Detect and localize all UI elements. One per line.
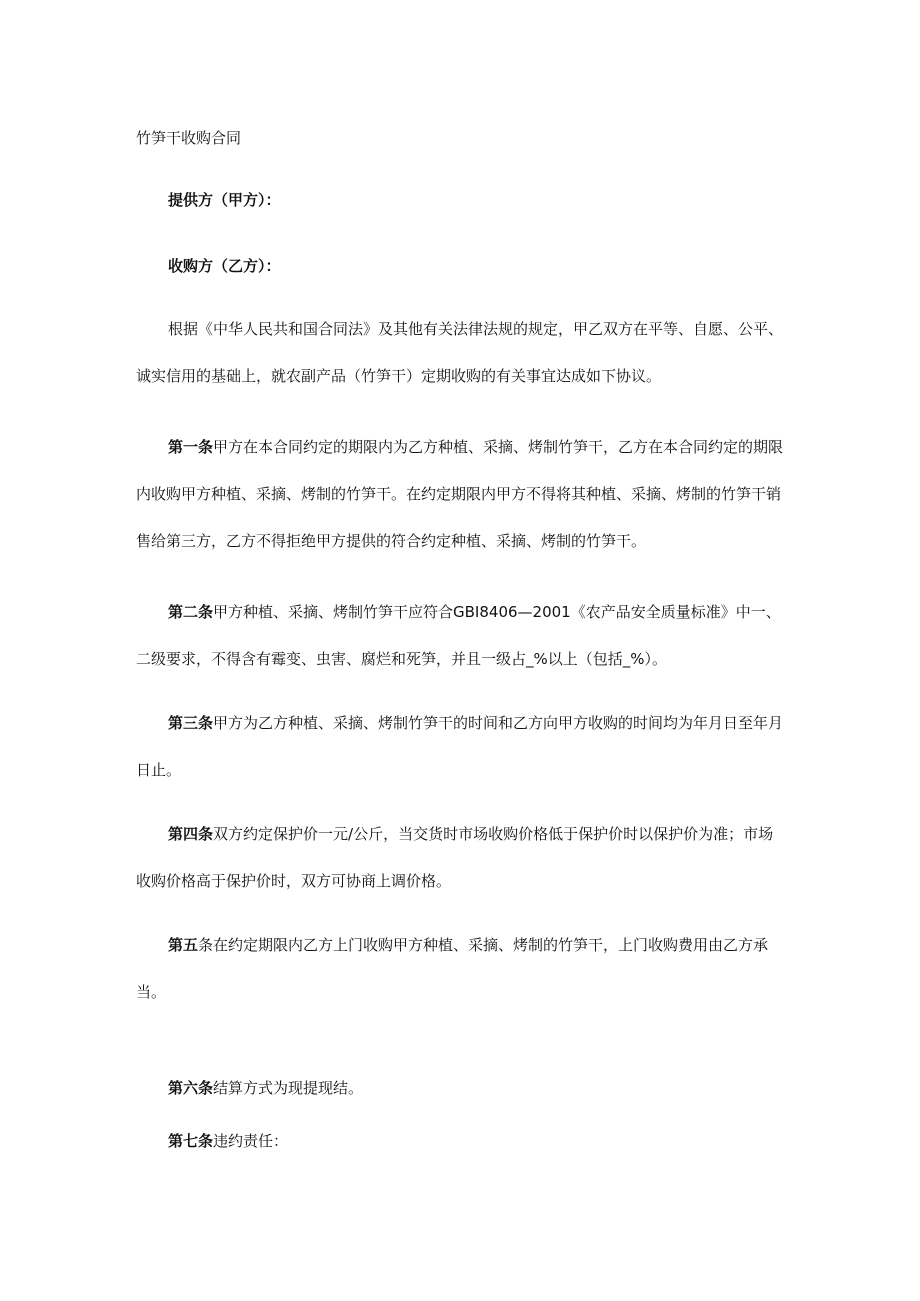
- article-3-heading: 第三条: [168, 714, 214, 732]
- document-title: 竹笋干收购合同: [136, 129, 242, 147]
- party-a-label: 提供方（甲方）：: [168, 191, 281, 209]
- article-2-heading: 第二条: [168, 603, 214, 621]
- article-3: [136, 700, 786, 794]
- article-5-text: 条在约定期限内乙方上门收购甲方种植、采摘、烤制的竹笋干，上门收购费用由乙方承当。: [136, 936, 769, 1001]
- article-4: [136, 811, 786, 905]
- article-2: [136, 589, 786, 683]
- article-4-heading: 第四条: [168, 825, 214, 843]
- preamble-paragraph: 根据《中华人民共和国合同法》及其他有关法律法规的规定，甲乙双方在平等、自愿、公平、诚实信用的基础上，就农副产品（竹笋干）定期收购的有关事宜达成如下协议。: [136, 320, 784, 385]
- article-7: [136, 1118, 786, 1165]
- article-7-text: 违约责任：: [213, 1132, 289, 1150]
- article-7-heading: 第七条: [168, 1132, 214, 1150]
- party-b-label: 收购方（乙方）：: [168, 257, 281, 275]
- article-6: [136, 1065, 786, 1112]
- article-5: [136, 922, 786, 1016]
- article-6-text: 结算方式为现提现结。: [213, 1079, 364, 1097]
- article-1-text: 甲方在本合同约定的期限内为乙方种植、采摘、烤制竹笋干，乙方在本合同约定的期限内收购甲方种植、采摘、烤制的竹笋干。在约定期限内甲方不得将其种植、采摘、烤制的竹笋干销售给第三方，乙方不得拒绝甲方提供的符合约定种植、采摘、烤制的竹笋干。: [136, 438, 784, 550]
- article-2-text: 甲方种植、采摘、烤制竹笋干应符合GBI8406—2001《农产品安全质量标准》中一、二级要求，不得含有霉变、虫害、腐烂和死笋，并且一级占_%以上（包括_%）。: [136, 603, 781, 668]
- article-3-text: 甲方为乙方种植、采摘、烤制竹笋干的时间和乙方向甲方收购的时间均为年月日至年月日止。: [136, 714, 784, 779]
- article-6-heading: 第六条: [168, 1079, 214, 1097]
- article-4-text: 双方约定保护价一元/公斤，当交货时市场收购价格低于保护价时以保护价为准；市场收购价格高于保护价时，双方可协商上调价格。: [136, 825, 774, 890]
- article-5-heading: 第五: [168, 936, 199, 954]
- article-1: [136, 424, 786, 565]
- article-1-heading: 第一条: [168, 438, 214, 456]
